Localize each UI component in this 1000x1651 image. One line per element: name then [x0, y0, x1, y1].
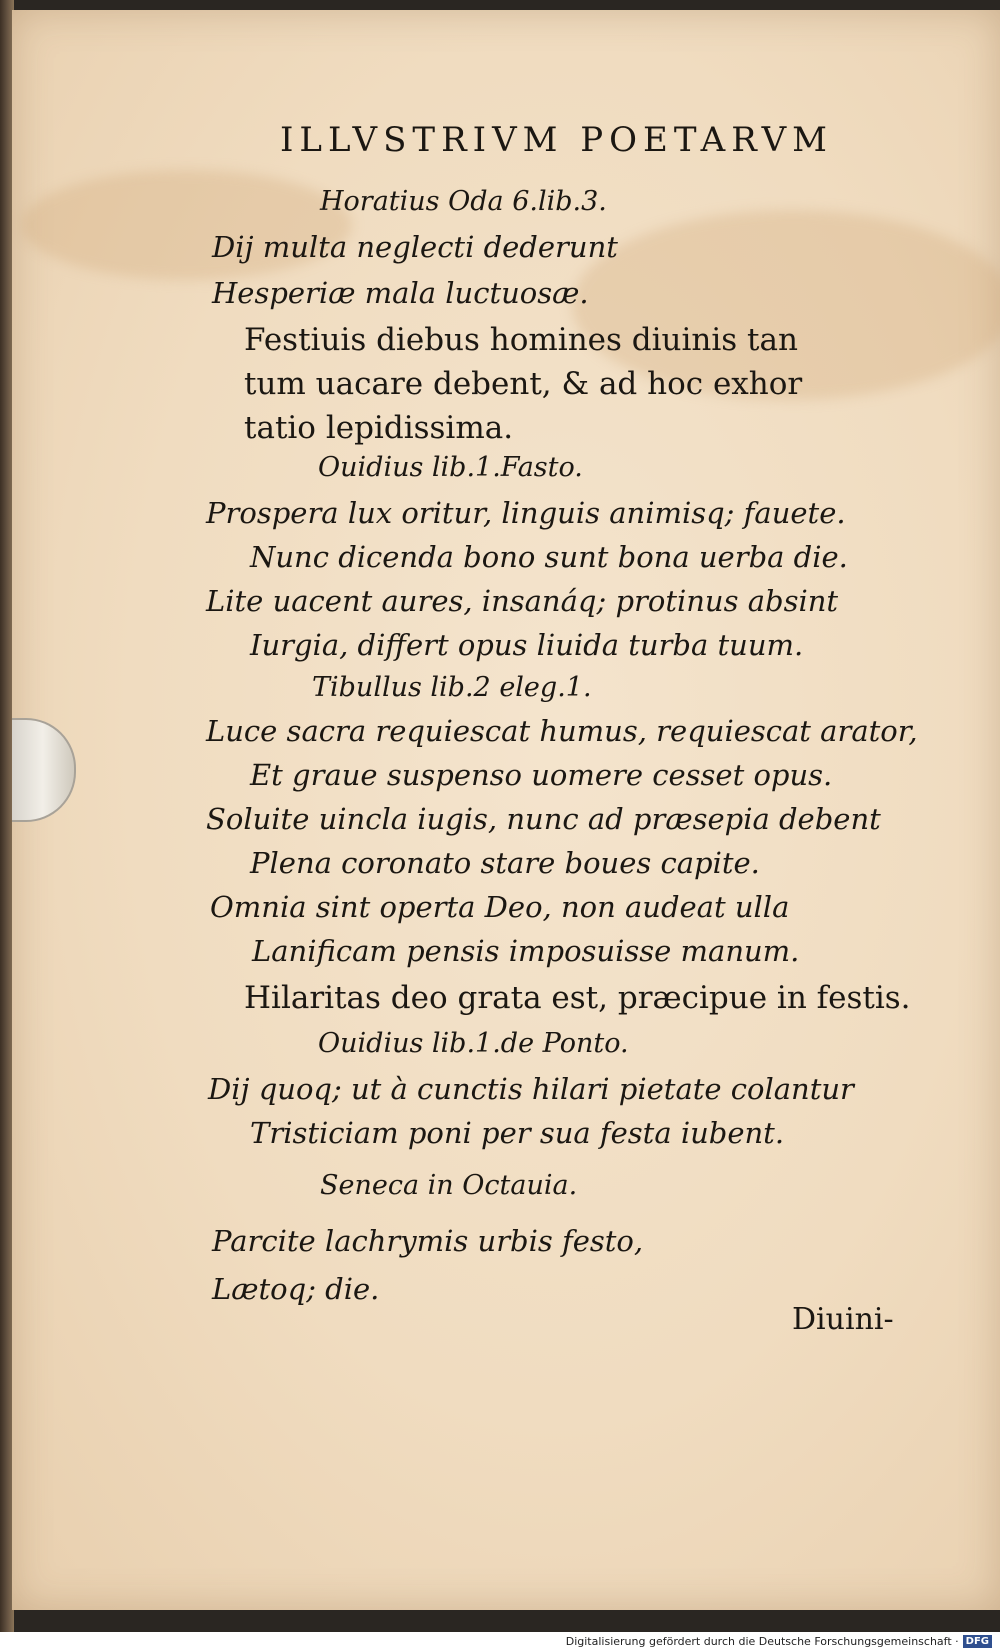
source-line: Horatius Oda 6.lib.3. — [320, 186, 607, 217]
dfg-logo: DFG — [963, 1635, 992, 1648]
prose-line: Hilaritas deo grata est, præcipue in festis. — [244, 980, 911, 1016]
verse-line: Prospera lux oritur, linguis animisq; fauete. — [206, 496, 846, 530]
source-line: Ouidius lib.1.de Ponto. — [318, 1028, 629, 1059]
running-head: ILLVSTRIVM POETARVM — [280, 120, 833, 160]
verse-line: Tristiciam poni per sua festa iubent. — [250, 1116, 785, 1150]
verse-line: Soluite uincla iugis, nunc ad præsepia debent — [206, 802, 881, 836]
verse-line: Et graue suspenso uomere cesset opus. — [250, 758, 833, 792]
verse-line: Hesperiæ mala luctuosæ. — [212, 276, 589, 310]
verse-line: Lætoq; die. — [212, 1272, 380, 1306]
verse-line: Lite uacent aures, insanáq; protinus absint — [206, 584, 839, 618]
book-page — [12, 10, 1000, 1610]
prose-line: tatio lepidissima. — [244, 410, 514, 446]
verse-line: Dij quoq; ut à cunctis hilari pietate colantur — [208, 1072, 854, 1106]
verse-line: Lanificam pensis imposuisse manum. — [252, 934, 800, 968]
catchword: Diuini- — [792, 1302, 894, 1337]
verse-line: Parcite lachrymis urbis festo, — [212, 1224, 644, 1258]
verse-line: Dij multa neglecti dederunt — [212, 230, 618, 264]
digitization-credit-bar — [0, 1632, 1000, 1651]
verse-line: Luce sacra requiescat humus, requiescat arator, — [206, 714, 918, 748]
source-line: Seneca in Octauia. — [320, 1170, 578, 1201]
source-line: Ouidius lib.1.Fasto. — [318, 452, 583, 483]
credit-text: Digitalisierung gefördert durch die Deutsche Forschungsgemeinschaft · — [565, 1635, 959, 1648]
verse-line: Omnia sint operta Deo, non audeat ulla — [210, 890, 790, 924]
prose-line: tum uacare debent, & ad hoc exhor — [244, 366, 803, 402]
verse-line: Iurgia, differt opus liuida turba tuum. — [250, 628, 804, 662]
prose-line: Festiuis diebus homines diuinis tan — [244, 322, 798, 358]
verse-line: Nunc dicenda bono sunt bona uerba die. — [250, 540, 848, 574]
verse-line: Plena coronato stare boues capite. — [250, 846, 760, 880]
page-clip — [12, 718, 76, 822]
source-line: Tibullus lib.2 eleg.1. — [312, 672, 592, 703]
